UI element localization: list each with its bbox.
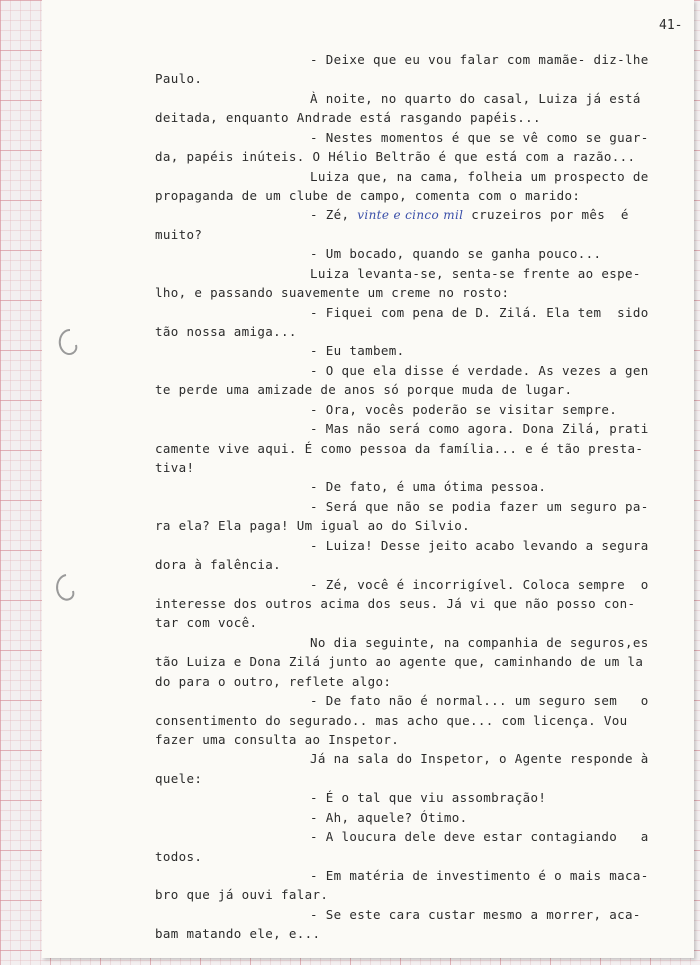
- text-line: - De fato, é uma ótima pessoa.: [310, 479, 547, 495]
- text-line: - A loucura dele deve estar contagiando a: [310, 829, 649, 845]
- text-line: - Um bocado, quando se ganha pouco...: [310, 246, 602, 262]
- text-line: Já na sala do Inspetor, o Agente responde à: [310, 751, 649, 767]
- text-line: Paulo.: [155, 71, 203, 87]
- text-line: tão nossa amiga...: [155, 324, 297, 340]
- text-line: lho, e passando suavemente um creme no rosto:: [155, 285, 510, 301]
- text-line: da, papéis inúteis. O Hélio Beltrão é que está com a razão...: [155, 149, 636, 165]
- text-line: tiva!: [155, 460, 195, 476]
- text-line: ra ela? Ela paga! Um igual ao do Silvio.: [155, 518, 471, 534]
- text-line: todos.: [155, 848, 203, 864]
- text-line: - De fato não é normal... um seguro sem o: [310, 693, 649, 709]
- text-line: - Fiquei com pena de D. Zilá. Ela tem sido: [310, 304, 649, 320]
- text-line: muito?: [155, 226, 203, 242]
- typewritten-page: [42, 0, 694, 958]
- text-line: bam matando ele, e...: [155, 926, 321, 942]
- text-line: - É o tal que viu assombração!: [310, 790, 547, 806]
- text-line: quele:: [155, 770, 203, 786]
- text-line: - Ora, vocês poderão se visitar sempre.: [310, 401, 618, 417]
- text-line: - Deixe que eu vou falar com mamãe- diz-lhe: [310, 52, 649, 67]
- text-line: - O que ela disse é verdade. As vezes a gen: [310, 362, 649, 378]
- text-line: - Zé, vinte e cinco mil cruzeiros por mês é: [310, 207, 629, 223]
- text-line: Luiza que, na cama, folheia um prospecto de: [310, 168, 649, 184]
- text-line: - Ah, aquele? Ótimo.: [310, 809, 468, 825]
- text-line: - Zé, você é incorrigível. Coloca sempre o: [310, 576, 649, 592]
- text-line: interesse dos outros acima dos seus. Já vi que não posso con-: [155, 596, 636, 612]
- text-line: - Eu tambem.: [310, 343, 405, 359]
- text-line: - Se este cara custar mesmo a morrer, aca-: [310, 906, 641, 922]
- text-line: consentimento do segurado.. mas acho que... com licença. Vou: [155, 712, 628, 728]
- text-line: - Em matéria de investimento é o mais maca-: [310, 868, 649, 884]
- text-line: - Mas não será como agora. Dona Zilá, prati: [310, 421, 649, 437]
- text-line: te perde uma amizade de anos só porque muda de lugar.: [155, 382, 573, 398]
- text-line: fazer uma consulta ao Inspetor.: [155, 732, 400, 748]
- text-line: Luiza levanta-se, senta-se frente ao espe-: [310, 265, 641, 281]
- handwritten-insert: vinte e cinco mil: [357, 208, 464, 223]
- text-line: tar com você.: [155, 615, 258, 631]
- text-line: deitada, enquanto Andrade está rasgando papéis...: [155, 110, 541, 126]
- text-line: camente vive aqui. É como pessoa da família... e é tão presta-: [155, 440, 644, 456]
- text-line: - Será que não se podia fazer um seguro pa-: [310, 498, 649, 514]
- text-line: bro que já ouvi falar.: [155, 887, 329, 903]
- text-line: - Nestes momentos é que se vê como se guar-: [310, 129, 649, 145]
- text-line: do para o outro, reflete algo:: [155, 673, 392, 689]
- text-line: No dia seguinte, na companhia de seguros,es: [310, 634, 649, 650]
- text-line: propaganda de um clube de campo, comenta com o marido:: [155, 188, 581, 203]
- text-line: dora à falência.: [155, 557, 282, 573]
- page-number: 41-: [659, 18, 683, 33]
- text-line: tão Luiza e Dona Zilá junto ao agente que, caminhando de um la: [155, 654, 644, 670]
- text-line: - Luiza! Desse jeito acabo levando a segura: [310, 537, 649, 553]
- text-line: À noite, no quarto do casal, Luiza já está: [310, 90, 641, 106]
